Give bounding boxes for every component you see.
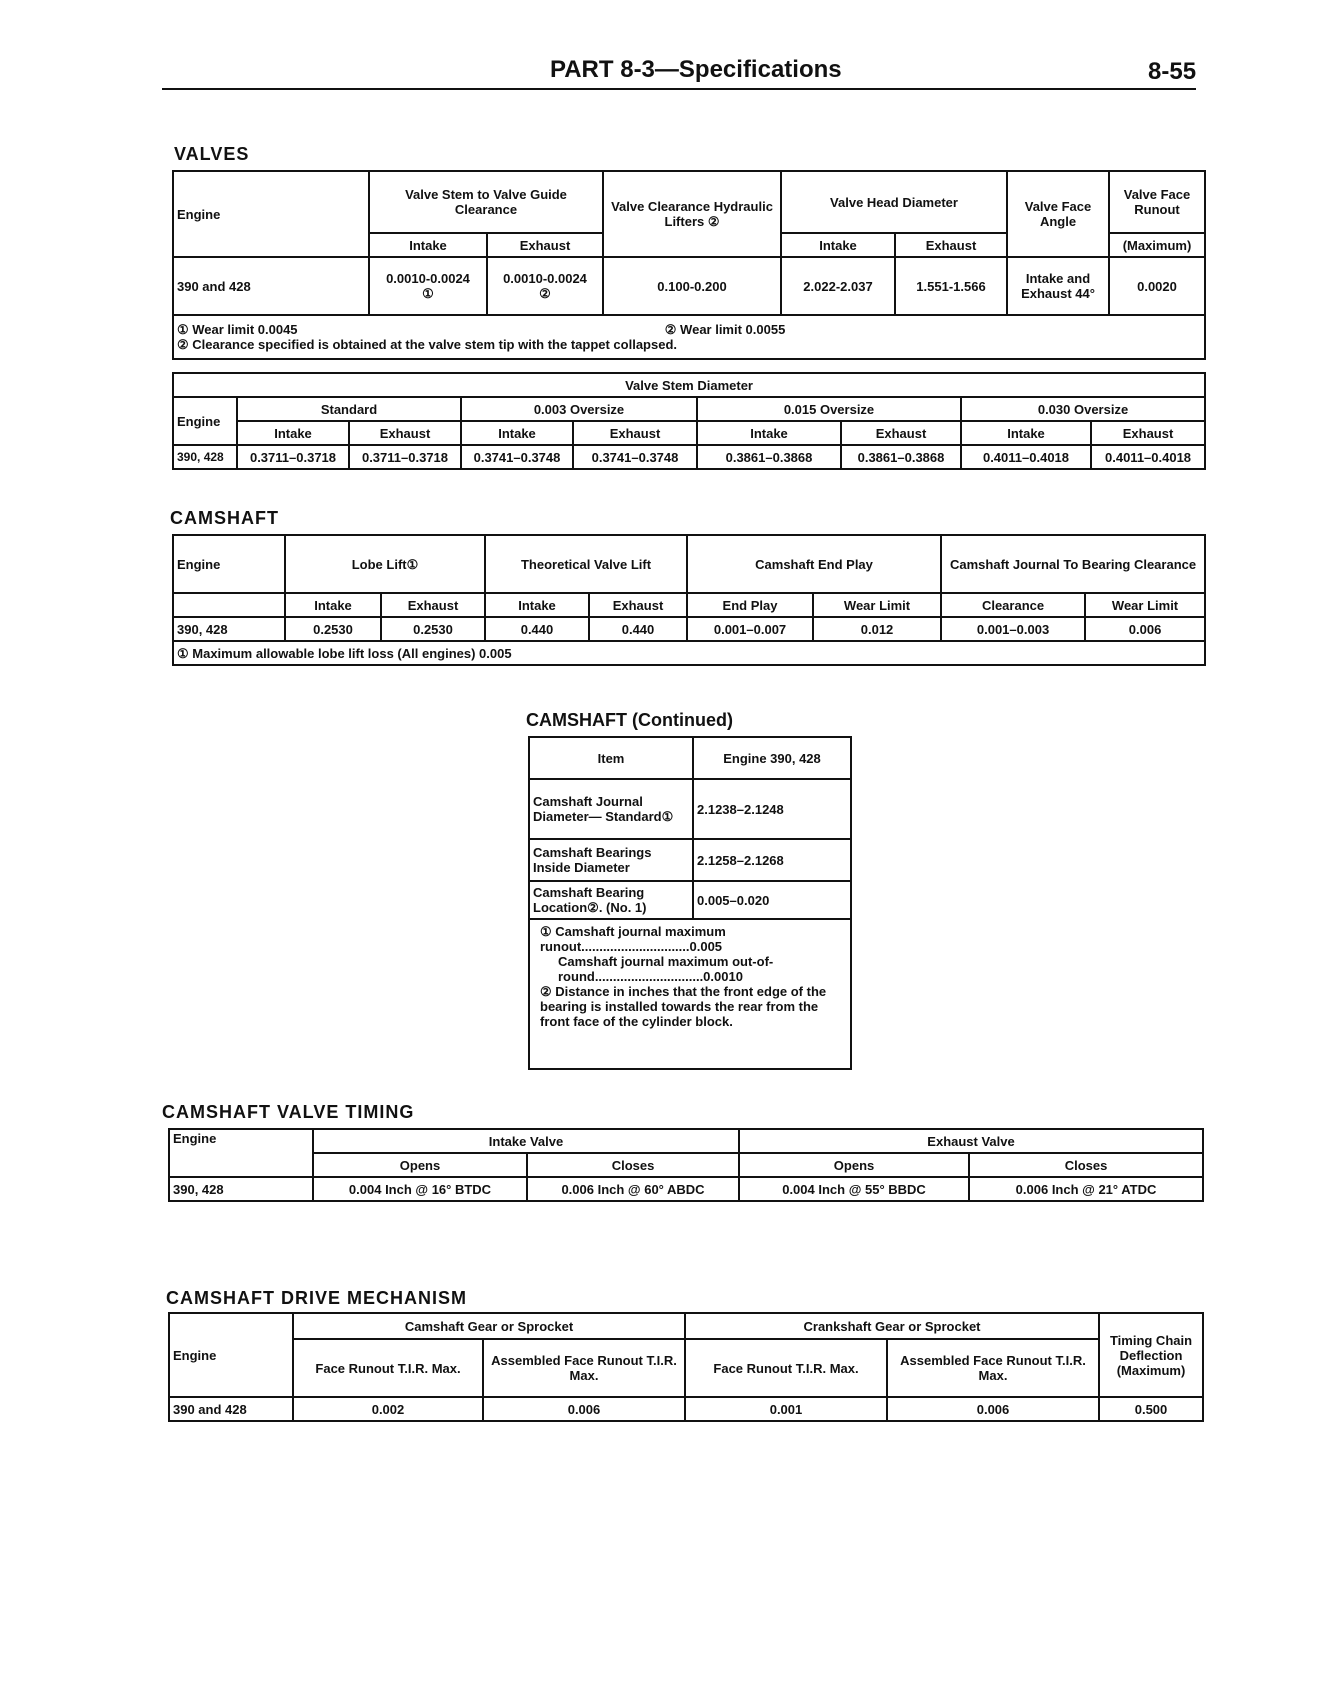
valves-note-3: ② Clearance specified is obtained at the valve stem tip with the tappet collapsed.	[177, 337, 678, 352]
valves-sub-intake: Intake	[369, 233, 487, 257]
stem-value: 0.3711–0.3718	[237, 445, 349, 469]
cam-value: 0.2530	[381, 617, 485, 641]
cam-sub: Intake	[285, 593, 381, 617]
stem-sub: Intake	[237, 421, 349, 445]
camshaft-cont-heading: CAMSHAFT (Continued)	[526, 710, 733, 730]
cam-sub: End Play	[687, 593, 813, 617]
timing-col-engine: Engine	[169, 1129, 313, 1177]
cam-col-lobe: Lobe Lift①	[285, 535, 485, 593]
cam-sub: Wear Limit	[1085, 593, 1205, 617]
cam-value: 0.001–0.003	[941, 617, 1085, 641]
timing-col-intake: Intake Valve	[313, 1129, 739, 1153]
valves-stem-intake: 0.0010-0.0024 ①	[369, 257, 487, 315]
drive-value: 0.500	[1099, 1397, 1203, 1421]
cam-value: 0.440	[589, 617, 687, 641]
timing-value: 0.006 Inch @ 60° ABDC	[527, 1177, 739, 1201]
valves-col-face-angle: Valve Face Angle	[1007, 171, 1109, 257]
header-rule	[162, 88, 1196, 90]
stem-value: 0.3741–0.3748	[573, 445, 697, 469]
stem-diameter-title: Valve Stem Diameter	[173, 373, 1205, 397]
cam-sub: Exhaust	[589, 593, 687, 617]
valves-sub-exhaust: Exhaust	[487, 233, 603, 257]
stem-value: 0.3861–0.3868	[841, 445, 961, 469]
drive-sub: Assembled Face Runout T.I.R. Max.	[483, 1339, 685, 1397]
valves-notes	[173, 315, 1205, 359]
cont-col-item: Item	[529, 737, 693, 779]
drive-value: 0.006	[887, 1397, 1099, 1421]
drive-sub: Face Runout T.I.R. Max.	[293, 1339, 483, 1397]
stem-col-engine: Engine	[173, 397, 237, 445]
valves-col-head-diameter: Valve Head Diameter	[781, 171, 1007, 233]
cont-notes	[529, 919, 851, 1069]
timing-sub: Closes	[969, 1153, 1203, 1177]
valves-engine: 390 and 428	[173, 257, 369, 315]
cont-note-1a: ① Camshaft journal maximum runout..............................0.005	[540, 924, 726, 954]
timing-value: 0.004 Inch @ 55° BBDC	[739, 1177, 969, 1201]
cam-value: 0.006	[1085, 617, 1205, 641]
cont-note-1b: Camshaft journal maximum out-of-round..............................0.0010	[558, 954, 774, 984]
drive-engine: 390 and 428	[169, 1397, 293, 1421]
stem-value: 0.4011–0.4018	[1091, 445, 1205, 469]
drive-col-crank: Crankshaft Gear or Sprocket	[685, 1313, 1099, 1339]
valves-heading: VALVES	[174, 144, 250, 164]
cont-col-engine: Engine 390, 428	[693, 737, 851, 779]
valves-table	[172, 170, 1206, 360]
drive-col-cam: Camshaft Gear or Sprocket	[293, 1313, 685, 1339]
stem-sub: Exhaust	[573, 421, 697, 445]
valve-timing-table	[168, 1128, 1204, 1202]
cam-value: 0.012	[813, 617, 941, 641]
valves-head-exhaust: 1.551-1.566	[895, 257, 1007, 315]
valve-timing-heading: CAMSHAFT VALVE TIMING	[162, 1102, 415, 1122]
drive-col-chain: Timing Chain Deflection (Maximum)	[1099, 1313, 1203, 1397]
drive-table	[168, 1312, 1204, 1422]
stem-diameter-table	[172, 372, 1206, 470]
cam-sub: Wear Limit	[813, 593, 941, 617]
timing-engine: 390, 428	[169, 1177, 313, 1201]
stem-engine: 390, 428	[173, 445, 237, 469]
valves-note-1: ① Wear limit 0.0045	[177, 322, 298, 337]
drive-value: 0.001	[685, 1397, 887, 1421]
valves-sub-intake: Intake	[781, 233, 895, 257]
valves-col-lash: Valve Clearance Hydraulic Lifters ②	[603, 171, 781, 257]
valves-head-intake: 2.022-2.037	[781, 257, 895, 315]
timing-sub: Opens	[739, 1153, 969, 1177]
camshaft-table	[172, 534, 1206, 666]
valves-lash: 0.100-0.200	[603, 257, 781, 315]
cam-col-journal: Camshaft Journal To Bearing Clearance	[941, 535, 1205, 593]
valves-stem-exhaust: 0.0010-0.0024 ②	[487, 257, 603, 315]
valves-sub-exhaust: Exhaust	[895, 233, 1007, 257]
cont-item: Camshaft Bearings Inside Diameter	[529, 839, 693, 881]
camshaft-heading: CAMSHAFT	[170, 508, 279, 528]
stem-group-standard: Standard	[237, 397, 461, 421]
cam-engine: 390, 428	[173, 617, 285, 641]
cont-value: 2.1258–2.1268	[693, 839, 851, 881]
cam-col-endplay: Camshaft End Play	[687, 535, 941, 593]
valves-col-stem-clearance: Valve Stem to Valve Guide Clearance	[369, 171, 603, 233]
drive-sub: Assembled Face Runout T.I.R. Max.	[887, 1339, 1099, 1397]
stem-sub: Intake	[461, 421, 573, 445]
timing-value: 0.004 Inch @ 16° BTDC	[313, 1177, 527, 1201]
drive-sub: Face Runout T.I.R. Max.	[685, 1339, 887, 1397]
valves-col-engine: Engine	[173, 171, 369, 257]
drive-heading: CAMSHAFT DRIVE MECHANISM	[166, 1288, 467, 1308]
stem-value: 0.3741–0.3748	[461, 445, 573, 469]
stem-sub: Exhaust	[349, 421, 461, 445]
drive-value: 0.006	[483, 1397, 685, 1421]
cam-note: ① Maximum allowable lobe lift loss (All engines) 0.005	[173, 641, 1205, 665]
cam-col-engine: Engine	[173, 535, 285, 593]
stem-sub: Exhaust	[1091, 421, 1205, 445]
timing-col-exhaust: Exhaust Valve	[739, 1129, 1203, 1153]
stem-sub: Exhaust	[841, 421, 961, 445]
cont-value: 0.005–0.020	[693, 881, 851, 919]
stem-group-015: 0.015 Oversize	[697, 397, 961, 421]
cont-note-2: ② Distance in inches that the front edge of the bearing is installed towards the rear from the front face of the cylinder block.	[540, 984, 827, 1029]
stem-sub: Intake	[697, 421, 841, 445]
stem-value: 0.3711–0.3718	[349, 445, 461, 469]
cam-value: 0.2530	[285, 617, 381, 641]
cam-sub: Exhaust	[381, 593, 485, 617]
cam-value: 0.440	[485, 617, 589, 641]
drive-col-engine: Engine	[169, 1313, 293, 1397]
cont-value: 2.1238–2.1248	[693, 779, 851, 839]
stem-group-003: 0.003 Oversize	[461, 397, 697, 421]
valves-note-2: ② Wear limit 0.0055	[664, 322, 786, 337]
cam-sub-blank	[173, 593, 285, 617]
stem-sub: Intake	[961, 421, 1091, 445]
cont-item: Camshaft Bearing Location②. (No. 1)	[529, 881, 693, 919]
camshaft-cont-table	[528, 736, 852, 1070]
cont-item: Camshaft Journal Diameter— Standard①	[529, 779, 693, 839]
stem-group-030: 0.030 Oversize	[961, 397, 1205, 421]
drive-value: 0.002	[293, 1397, 483, 1421]
valves-face-angle: Intake and Exhaust 44°	[1007, 257, 1109, 315]
page-number: 8-55	[1148, 58, 1197, 85]
timing-value: 0.006 Inch @ 21° ATDC	[969, 1177, 1203, 1201]
stem-value: 0.4011–0.4018	[961, 445, 1091, 469]
cam-sub: Clearance	[941, 593, 1085, 617]
cam-value: 0.001–0.007	[687, 617, 813, 641]
timing-sub: Opens	[313, 1153, 527, 1177]
timing-sub: Closes	[527, 1153, 739, 1177]
page-title: PART 8-3—Specifications	[550, 56, 842, 83]
valves-col-face-runout: Valve Face Runout	[1109, 171, 1205, 233]
valves-sub-max: (Maximum)	[1109, 233, 1205, 257]
cam-col-theoretical: Theoretical Valve Lift	[485, 535, 687, 593]
cam-sub: Intake	[485, 593, 589, 617]
valves-face-runout: 0.0020	[1109, 257, 1205, 315]
stem-value: 0.3861–0.3868	[697, 445, 841, 469]
